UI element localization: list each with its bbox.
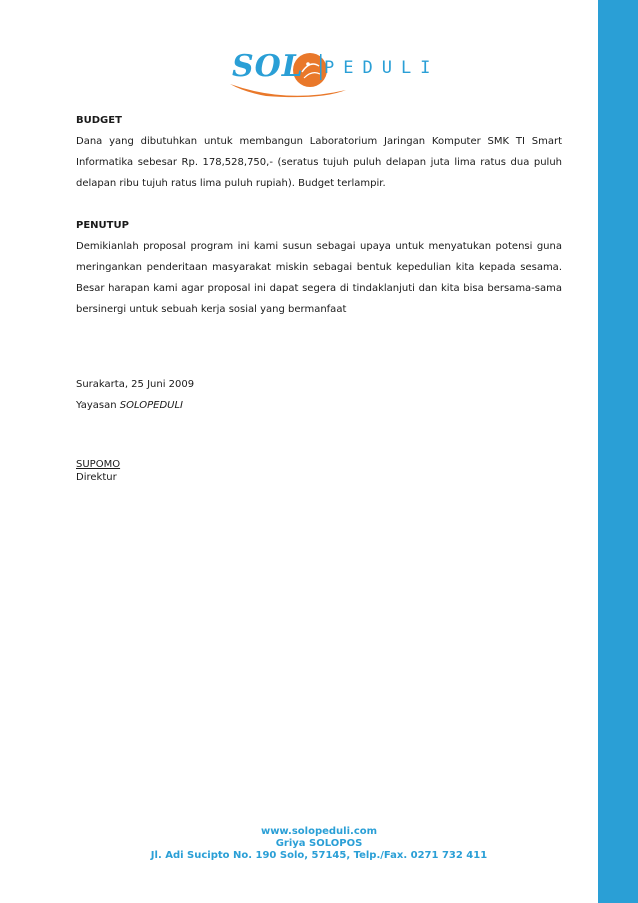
side-color-bar <box>598 0 638 903</box>
budget-paragraph: Dana yang dibutuhkan untuk membangun Laboratorium Jaringan Komputer SMK TI Smart Informatika sebesar Rp. 178,528,750,- (seratus tujuh puluh delapan juta lima ratus dua puluh delapan ribu tujuh ratus lima puluh rupiah). Budget terlampir. <box>76 136 562 189</box>
letter-body <box>76 110 562 484</box>
penutup-paragraph: Demikianlah proposal program ini kami susun sebagai upaya untuk menyatukan potensi guna meringankan penderitaan masyarakat miskin sebagai bentuk kepedulian kita kepada sesama. Besar harapan kami agar proposal ini dapat segera di tindaklanjuti dan kita bisa bersama-sama bersinergi untuk sebuah kerja sosial yang bermanfaat <box>76 241 562 315</box>
footer-address: Jl. Adi Sucipto No. 190 Solo, 57145, Telp./Fax. 0271 732 411 <box>150 850 488 861</box>
logo-text-peduli: PEDULI <box>324 58 440 78</box>
logo-text-sol: SOL <box>232 49 304 84</box>
footer-website: www.solopeduli.com <box>260 826 378 837</box>
signatory-title: Direktur <box>76 472 117 483</box>
penutup-heading: PENUTUP <box>76 220 129 231</box>
budget-heading: BUDGET <box>76 115 122 126</box>
organization-name: SOLOPEDULI <box>119 400 184 411</box>
organization-line <box>76 395 562 416</box>
signatory-name: SUPOMO <box>76 459 121 470</box>
solopeduli-logo <box>226 40 440 106</box>
footer <box>76 826 562 862</box>
organization-prefix: Yayasan <box>76 400 120 411</box>
footer-building: Griya SOLOPOS <box>275 838 363 849</box>
place-date: Surakarta, 25 Juni 2009 <box>76 379 195 390</box>
